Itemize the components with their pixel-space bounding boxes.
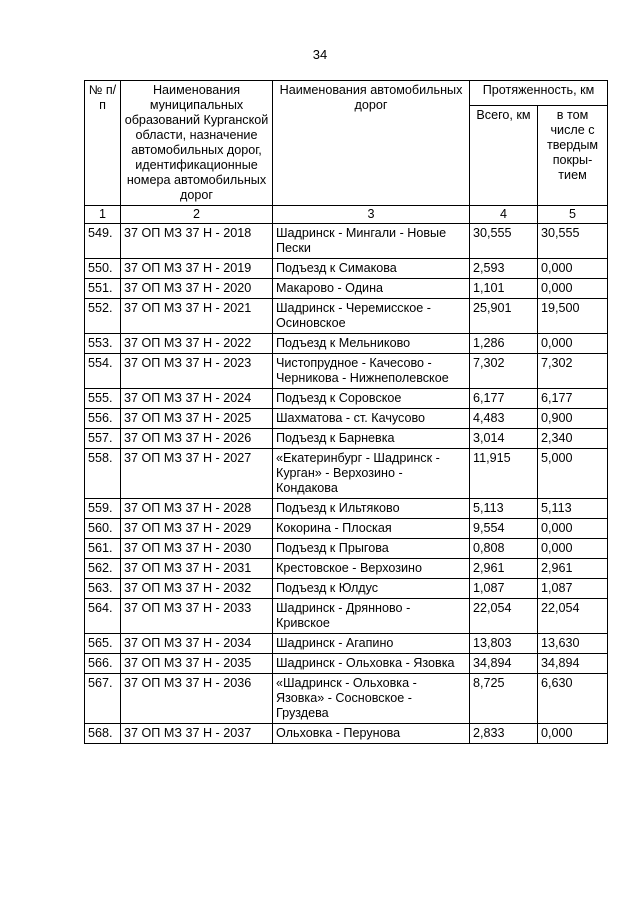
row-number: 549. — [85, 224, 121, 259]
length-total: 5,113 — [470, 499, 538, 519]
length-total: 22,054 — [470, 599, 538, 634]
road-id-code: 37 ОП МЗ 37 Н - 2019 — [121, 259, 273, 279]
road-name: «Екатеринбург - Шадринск - Курган» - Верхозино - Кондакова — [273, 449, 470, 499]
row-number: 567. — [85, 674, 121, 724]
road-id-code: 37 ОП МЗ 37 Н - 2020 — [121, 279, 273, 299]
road-id-code: 37 ОП МЗ 37 Н - 2026 — [121, 429, 273, 449]
road-id-code: 37 ОП МЗ 37 Н - 2024 — [121, 389, 273, 409]
road-name: Подъезд к Соровское — [273, 389, 470, 409]
row-number: 555. — [85, 389, 121, 409]
length-hard-surface: 0,000 — [538, 334, 608, 354]
length-total: 7,302 — [470, 354, 538, 389]
table-row — [85, 654, 608, 674]
length-hard-surface: 0,900 — [538, 409, 608, 429]
row-number: 559. — [85, 499, 121, 519]
table-row — [85, 389, 608, 409]
row-number: 562. — [85, 559, 121, 579]
header-road-name: Наименования автомобильных дорог — [273, 81, 470, 206]
table-row — [85, 334, 608, 354]
page-number: 34 — [312, 47, 328, 62]
row-number: 556. — [85, 409, 121, 429]
road-id-code: 37 ОП МЗ 37 Н - 2033 — [121, 599, 273, 634]
row-number: 552. — [85, 299, 121, 334]
table-row — [85, 299, 608, 334]
row-number: 566. — [85, 654, 121, 674]
table-body — [85, 224, 608, 744]
road-name: Шахматова - ст. Качусово — [273, 409, 470, 429]
length-hard-surface: 5,113 — [538, 499, 608, 519]
length-hard-surface: 6,630 — [538, 674, 608, 724]
road-name: Шадринск - Мингали - Новые Пески — [273, 224, 470, 259]
length-total: 34,894 — [470, 654, 538, 674]
table-row — [85, 449, 608, 499]
table-row — [85, 539, 608, 559]
row-number: 550. — [85, 259, 121, 279]
table-header — [85, 81, 608, 224]
length-hard-surface: 2,340 — [538, 429, 608, 449]
header-hard-surface: в том числе с твердым покры-тием — [538, 106, 608, 206]
header-length: Протяженность, км — [470, 81, 608, 106]
row-number: 564. — [85, 599, 121, 634]
table-row — [85, 409, 608, 429]
road-id-code: 37 ОП МЗ 37 Н - 2027 — [121, 449, 273, 499]
header-num: № п/п — [85, 81, 121, 206]
length-total: 0,808 — [470, 539, 538, 559]
row-number: 558. — [85, 449, 121, 499]
table-row — [85, 499, 608, 519]
road-id-code: 37 ОП МЗ 37 Н - 2034 — [121, 634, 273, 654]
road-name: Шадринск - Черемисское - Осиновское — [273, 299, 470, 334]
length-total: 9,554 — [470, 519, 538, 539]
road-id-code: 37 ОП МЗ 37 Н - 2031 — [121, 559, 273, 579]
length-total: 1,286 — [470, 334, 538, 354]
road-name: Подъезд к Мельниково — [273, 334, 470, 354]
row-number: 557. — [85, 429, 121, 449]
length-hard-surface: 22,054 — [538, 599, 608, 634]
road-name: Кокорина - Плоская — [273, 519, 470, 539]
length-total: 6,177 — [470, 389, 538, 409]
road-id-code: 37 ОП МЗ 37 Н - 2021 — [121, 299, 273, 334]
road-name: Подъезд к Прыгова — [273, 539, 470, 559]
length-total: 13,803 — [470, 634, 538, 654]
column-number: 3 — [273, 206, 470, 224]
header-municipal: Наименования муниципальных образований Курганской области, назначение автомобильных дорог, идентификационные номера автомобильных дорог — [121, 81, 273, 206]
table-row — [85, 674, 608, 724]
length-hard-surface: 0,000 — [538, 279, 608, 299]
length-hard-surface: 13,630 — [538, 634, 608, 654]
table-row — [85, 579, 608, 599]
length-hard-surface: 30,555 — [538, 224, 608, 259]
length-hard-surface: 2,961 — [538, 559, 608, 579]
table-row — [85, 519, 608, 539]
table-row — [85, 634, 608, 654]
road-name: Подъезд к Ильтяково — [273, 499, 470, 519]
table-row — [85, 724, 608, 744]
length-hard-surface: 0,000 — [538, 519, 608, 539]
road-name: Макарово - Одина — [273, 279, 470, 299]
length-total: 2,593 — [470, 259, 538, 279]
road-id-code: 37 ОП МЗ 37 Н - 2036 — [121, 674, 273, 724]
length-hard-surface: 0,000 — [538, 539, 608, 559]
row-number: 561. — [85, 539, 121, 559]
header-total: Всего, км — [470, 106, 538, 206]
road-name: Шадринск - Дрянново - Кривское — [273, 599, 470, 634]
length-hard-surface: 5,000 — [538, 449, 608, 499]
table-row — [85, 354, 608, 389]
table-row — [85, 279, 608, 299]
road-id-code: 37 ОП МЗ 37 Н - 2032 — [121, 579, 273, 599]
length-total: 2,961 — [470, 559, 538, 579]
road-id-code: 37 ОП МЗ 37 Н - 2025 — [121, 409, 273, 429]
length-hard-surface: 1,087 — [538, 579, 608, 599]
row-number: 553. — [85, 334, 121, 354]
column-number: 2 — [121, 206, 273, 224]
column-number: 1 — [85, 206, 121, 224]
length-total: 1,087 — [470, 579, 538, 599]
row-number: 563. — [85, 579, 121, 599]
table-row — [85, 599, 608, 634]
road-id-code: 37 ОП МЗ 37 Н - 2022 — [121, 334, 273, 354]
row-number: 565. — [85, 634, 121, 654]
length-total: 8,725 — [470, 674, 538, 724]
road-name: «Шадринск - Ольховка - Язовка» - Сосновское - Груздева — [273, 674, 470, 724]
road-id-code: 37 ОП МЗ 37 Н - 2037 — [121, 724, 273, 744]
length-total: 3,014 — [470, 429, 538, 449]
roads-table — [84, 80, 608, 744]
table-row — [85, 559, 608, 579]
length-total: 4,483 — [470, 409, 538, 429]
road-name: Ольховка - Перунова — [273, 724, 470, 744]
length-hard-surface: 6,177 — [538, 389, 608, 409]
road-name: Подъезд к Симакова — [273, 259, 470, 279]
table-row — [85, 429, 608, 449]
road-id-code: 37 ОП МЗ 37 Н - 2035 — [121, 654, 273, 674]
length-total: 1,101 — [470, 279, 538, 299]
column-number: 5 — [538, 206, 608, 224]
road-name: Шадринск - Ольховка - Язовка — [273, 654, 470, 674]
length-total: 2,833 — [470, 724, 538, 744]
length-total: 30,555 — [470, 224, 538, 259]
road-id-code: 37 ОП МЗ 37 Н - 2029 — [121, 519, 273, 539]
road-name: Крестовское - Верхозино — [273, 559, 470, 579]
length-hard-surface: 34,894 — [538, 654, 608, 674]
length-hard-surface: 19,500 — [538, 299, 608, 334]
length-hard-surface: 7,302 — [538, 354, 608, 389]
column-numbers-row — [85, 206, 608, 224]
road-name: Шадринск - Агапино — [273, 634, 470, 654]
row-number: 560. — [85, 519, 121, 539]
length-total: 25,901 — [470, 299, 538, 334]
road-id-code: 37 ОП МЗ 37 Н - 2030 — [121, 539, 273, 559]
table-row — [85, 224, 608, 259]
length-hard-surface: 0,000 — [538, 259, 608, 279]
road-name: Чистопрудное - Качесово - Черникова - Нижнеполевское — [273, 354, 470, 389]
row-number: 554. — [85, 354, 121, 389]
road-id-code: 37 ОП МЗ 37 Н - 2018 — [121, 224, 273, 259]
table-row — [85, 259, 608, 279]
row-number: 551. — [85, 279, 121, 299]
row-number: 568. — [85, 724, 121, 744]
length-hard-surface: 0,000 — [538, 724, 608, 744]
road-name: Подъезд к Юлдус — [273, 579, 470, 599]
road-id-code: 37 ОП МЗ 37 Н - 2023 — [121, 354, 273, 389]
road-name: Подъезд к Барневка — [273, 429, 470, 449]
road-id-code: 37 ОП МЗ 37 Н - 2028 — [121, 499, 273, 519]
column-number: 4 — [470, 206, 538, 224]
length-total: 11,915 — [470, 449, 538, 499]
